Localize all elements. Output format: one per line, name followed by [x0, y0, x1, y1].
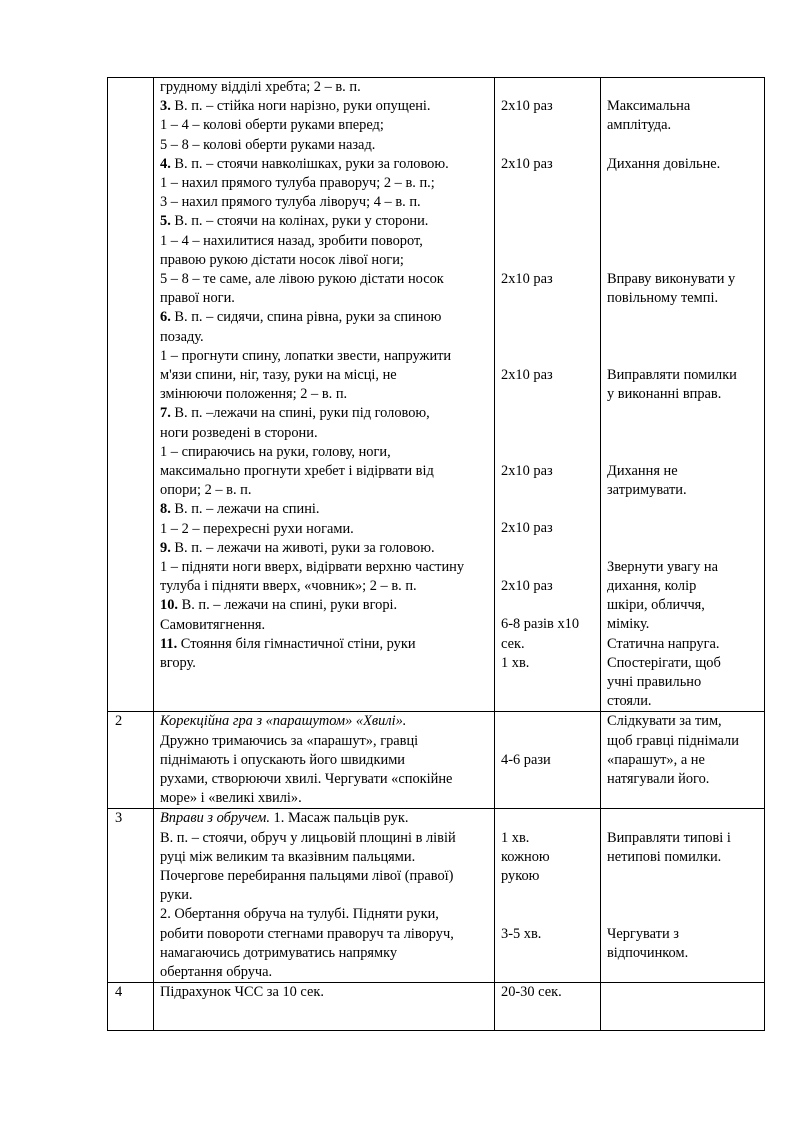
table-row: [108, 78, 765, 712]
description-line: [160, 155, 488, 174]
exercise-description: [154, 983, 495, 1031]
description-line: [160, 443, 488, 462]
dosage-line: [501, 905, 594, 924]
note-line: Чергувати з: [607, 925, 679, 942]
description-text: Стояння біля гімнастичної стіни, руки: [177, 635, 416, 652]
note-line: натягували його.: [607, 771, 710, 788]
note-line: [607, 983, 758, 1002]
note-line: щоб гравці піднімали: [607, 732, 739, 749]
description-line: піднімають і опускають його швидкими: [160, 751, 406, 768]
note-line: [607, 539, 758, 558]
description-line: намагаючись дотримуватись напрямку: [160, 944, 398, 961]
note-line: «парашут», а не: [607, 751, 705, 768]
dosage-line: [501, 116, 594, 135]
description-text: вгору.: [160, 655, 196, 672]
description-text: 5 – 8 – колові оберти руками назад.: [160, 136, 376, 153]
note-line: затримувати.: [607, 482, 687, 499]
note-line: міміку.: [607, 616, 650, 633]
row-number: 2: [108, 712, 154, 809]
row-number: [108, 78, 154, 712]
dosage-line: 2х10 раз: [501, 98, 553, 115]
notes-cell: [601, 712, 765, 809]
row-number: 3: [108, 809, 154, 983]
description-line: [160, 481, 488, 500]
dosage-line: кожною: [501, 848, 550, 865]
dosage-cell: [495, 809, 601, 983]
dosage-line: 2х10 раз: [501, 462, 553, 479]
note-line: учні правильно: [607, 674, 702, 691]
exercise-number: 10.: [160, 597, 178, 614]
description-text: 1 – нахил прямого тулуба праворуч; 2 – в. п.;: [160, 175, 435, 192]
description-text: ноги розведені в сторони.: [160, 424, 318, 441]
description-line: [160, 366, 488, 385]
note-line: [607, 212, 758, 231]
note-line: [607, 174, 758, 193]
description-line: [160, 270, 488, 289]
description-line: [160, 289, 488, 308]
note-line: амплітуда.: [607, 117, 672, 134]
table-row: [108, 712, 765, 809]
exercise-title: Вправи з обручем.: [160, 810, 270, 827]
dosage-line: 4-6 рази: [501, 751, 551, 768]
description-text: 1 – підняти ноги вверх, відірвати верхню частину: [160, 559, 465, 576]
description-text: 3 – нахил прямого тулуба ліворуч; 4 – в. п.: [160, 194, 421, 211]
dosage-line: [501, 212, 594, 231]
description-line: [160, 520, 488, 539]
note-line: у виконанні вправ.: [607, 386, 722, 403]
note-line: [607, 500, 758, 519]
note-line: Виправляти типові і: [607, 829, 731, 846]
description-text: В. п. – сидячи, спина рівна, руки за спиною: [170, 309, 442, 326]
exercise-number: 5.: [160, 213, 171, 230]
notes-cell: [601, 809, 765, 983]
note-line: [607, 136, 758, 155]
description-line: [160, 616, 488, 635]
description-text: В. п. – стоячи на колінах, руки у сторони.: [170, 213, 429, 230]
dosage-line: [501, 308, 594, 327]
exercise-number: 9.: [160, 539, 171, 556]
dosage-line: 1 хв.: [501, 829, 530, 846]
description-text: В. п. – стоячи навколішках, руки за головою.: [170, 155, 449, 172]
description-line: 2. Обертання обруча на тулубі. Підняти руки,: [160, 906, 439, 923]
description-text: правої ноги.: [160, 290, 235, 307]
description-line: [160, 136, 488, 155]
description-text: В. п. – стійка ноги нарізно, руки опущені.: [170, 98, 431, 115]
note-line: [607, 404, 758, 423]
exercise-description: [154, 809, 495, 983]
note-line: нетипові помилки.: [607, 848, 722, 865]
table-row: [108, 809, 765, 983]
exercise-number: 8.: [160, 501, 171, 518]
note-line: [607, 867, 758, 886]
exercise-number: 3.: [160, 98, 171, 115]
description-text: позаду.: [160, 328, 204, 345]
dosage-line: 2х10 раз: [501, 270, 553, 287]
description-text: В. п. –лежачи на спині, руки під головою,: [170, 405, 430, 422]
note-line: Слідкувати за тим,: [607, 713, 722, 730]
description-text: 5 – 8 – те саме, але лівою рукою дістати носок: [160, 271, 444, 288]
description-line: [160, 654, 488, 673]
description-text: 1 – 4 – нахилитися назад, зробити поворот,: [160, 232, 423, 249]
note-line: Максимальна: [607, 98, 691, 115]
exercise-number: 7.: [160, 405, 171, 422]
description-line: [160, 539, 488, 558]
note-line: [607, 78, 758, 97]
description-line: [160, 212, 488, 231]
dosage-line: [501, 289, 594, 308]
dosage-line: [501, 327, 594, 346]
description-line: [160, 635, 488, 654]
dosage-line: [501, 481, 594, 500]
exercise-title: Корекційна гра з «парашутом» «Хвилі».: [160, 713, 407, 730]
description-text: 1 – спираючись на руки, голову, ноги,: [160, 443, 391, 460]
description-line: [160, 404, 488, 423]
note-line: [607, 443, 758, 462]
description-text: опори; 2 – в. п.: [160, 482, 252, 499]
exercise-number: 11.: [160, 635, 178, 652]
exercise-table: [107, 77, 765, 1031]
dosage-line: [501, 539, 594, 558]
description-line: [160, 500, 488, 519]
description-line: [160, 462, 488, 481]
description-line: [160, 558, 488, 577]
dosage-cell: [495, 712, 601, 809]
note-line: [607, 809, 758, 828]
description-text: В. п. – лежачи на животі, руки за головою.: [170, 539, 435, 556]
description-line: руки.: [160, 887, 193, 904]
dosage-line: [501, 136, 594, 155]
description-text: правою рукою дістати носок лівої ноги;: [160, 251, 404, 268]
note-line: дихання, колір: [607, 578, 697, 595]
exercise-description: [154, 712, 495, 809]
description-line: Підрахунок ЧСС за 10 сек.: [160, 984, 324, 1001]
description-line: [160, 385, 488, 404]
description-line: [160, 78, 488, 97]
description-line: В. п. – стоячи, обруч у лицьовій площині в лівій: [160, 829, 456, 846]
dosage-cell: [495, 78, 601, 712]
table-row: [108, 983, 765, 1031]
dosage-line: [501, 347, 594, 366]
description-line: Почергове перебирання пальцями лівої (правої): [160, 868, 454, 885]
note-line: [607, 423, 758, 442]
dosage-cell: [495, 983, 601, 1031]
dosage-line: [501, 174, 594, 193]
description-line: [160, 116, 488, 135]
note-line: [607, 251, 758, 270]
dosage-line: 2х10 раз: [501, 520, 553, 537]
note-line: [607, 886, 758, 905]
dosage-line: [501, 232, 594, 251]
description-line: [160, 328, 488, 347]
notes-cell: [601, 983, 765, 1031]
description-text: тулуба і підняти вверх, «човник»; 2 – в. п.: [160, 578, 417, 595]
dosage-line: сек.: [501, 635, 525, 652]
dosage-line: 2х10 раз: [501, 366, 553, 383]
dosage-line: 6-8 разів х10: [501, 616, 580, 633]
dosage-line: 2х10 раз: [501, 577, 553, 594]
exercise-title-rest: 1. Масаж пальців рук.: [269, 810, 409, 827]
note-line: стояли.: [607, 693, 652, 710]
exercise-description: [154, 78, 495, 712]
description-line: [160, 577, 488, 596]
description-text: змінюючи положення; 2 – в. п.: [160, 386, 348, 403]
description-line: [160, 174, 488, 193]
description-line: [160, 347, 488, 366]
exercise-number: 4.: [160, 155, 171, 172]
description-text: 1 – 4 – колові оберти руками вперед;: [160, 117, 384, 134]
dosage-line: 2х10 раз: [501, 155, 553, 172]
dosage-line: [501, 385, 594, 404]
dosage-line: [501, 558, 594, 577]
note-line: [607, 905, 758, 924]
dosage-line: 20-30 сек.: [501, 984, 562, 1001]
notes-cell: [601, 78, 765, 712]
note-line: [607, 519, 758, 538]
dosage-line: [501, 732, 594, 751]
description-line: [160, 251, 488, 270]
note-line: відпочинком.: [607, 944, 689, 961]
dosage-line: рукою: [501, 868, 540, 885]
dosage-line: 3-5 хв.: [501, 925, 542, 942]
description-text: 1 – прогнути спину, лопатки звести, напружити: [160, 347, 452, 364]
dosage-line: [501, 886, 594, 905]
dosage-line: [501, 423, 594, 442]
note-line: шкіри, обличчя,: [607, 597, 705, 614]
dosage-line: [501, 596, 594, 615]
dosage-line: 1 хв.: [501, 654, 530, 671]
note-line: Вправу виконувати у: [607, 270, 736, 287]
description-line: [160, 232, 488, 251]
dosage-line: [501, 251, 594, 270]
note-line: [607, 347, 758, 366]
description-line: [160, 308, 488, 327]
exercise-number: 6.: [160, 309, 171, 326]
note-line: Виправляти помилки: [607, 366, 737, 383]
note-line: [607, 328, 758, 347]
description-line: Дружно тримаючись за «парашут», гравці: [160, 732, 419, 749]
description-text: В. п. – лежачи на спині, руки вгорі.: [178, 597, 398, 614]
dosage-line: [501, 809, 594, 828]
description-line: море» і «великі хвилі».: [160, 790, 302, 807]
note-line: Спостерігати, щоб: [607, 654, 721, 671]
description-text: м'язи спини, ніг, тазу, руки на місці, не: [160, 367, 397, 384]
note-line: [607, 193, 758, 212]
note-line: [607, 232, 758, 251]
description-line: [160, 596, 488, 615]
dosage-line: [501, 404, 594, 423]
note-line: Дихання довільне.: [607, 155, 721, 172]
description-line: [160, 193, 488, 212]
description-text: максимально прогнути хребет і відірвати від: [160, 463, 434, 480]
note-line: Дихання не: [607, 462, 678, 479]
description-text: 1 – 2 – перехресні рухи ногами.: [160, 520, 354, 537]
row-number: 4: [108, 983, 154, 1031]
description-line: обертання обруча.: [160, 964, 273, 981]
dosage-line: [501, 78, 594, 97]
dosage-line: [501, 443, 594, 462]
note-line: [607, 308, 758, 327]
dosage-line: [501, 500, 594, 519]
dosage-line: [501, 193, 594, 212]
description-text: грудному відділі хребта; 2 – в. п.: [160, 79, 361, 95]
note-line: повільному темпі.: [607, 290, 719, 307]
dosage-line: [501, 712, 594, 731]
description-line: [160, 424, 488, 443]
note-line: Звернути увагу на: [607, 558, 718, 575]
description-text: Самовитягнення.: [160, 616, 266, 633]
note-line: Статична напруга.: [607, 635, 720, 652]
description-line: рухами, створюючи хвилі. Чергувати «спокійне: [160, 771, 453, 788]
description-line: руці між великим та вказівним пальцями.: [160, 848, 416, 865]
description-line: робити повороти стегнами праворуч та ліворуч,: [160, 925, 454, 942]
description-line: [160, 97, 488, 116]
description-text: В. п. – лежачи на спині.: [170, 501, 320, 518]
